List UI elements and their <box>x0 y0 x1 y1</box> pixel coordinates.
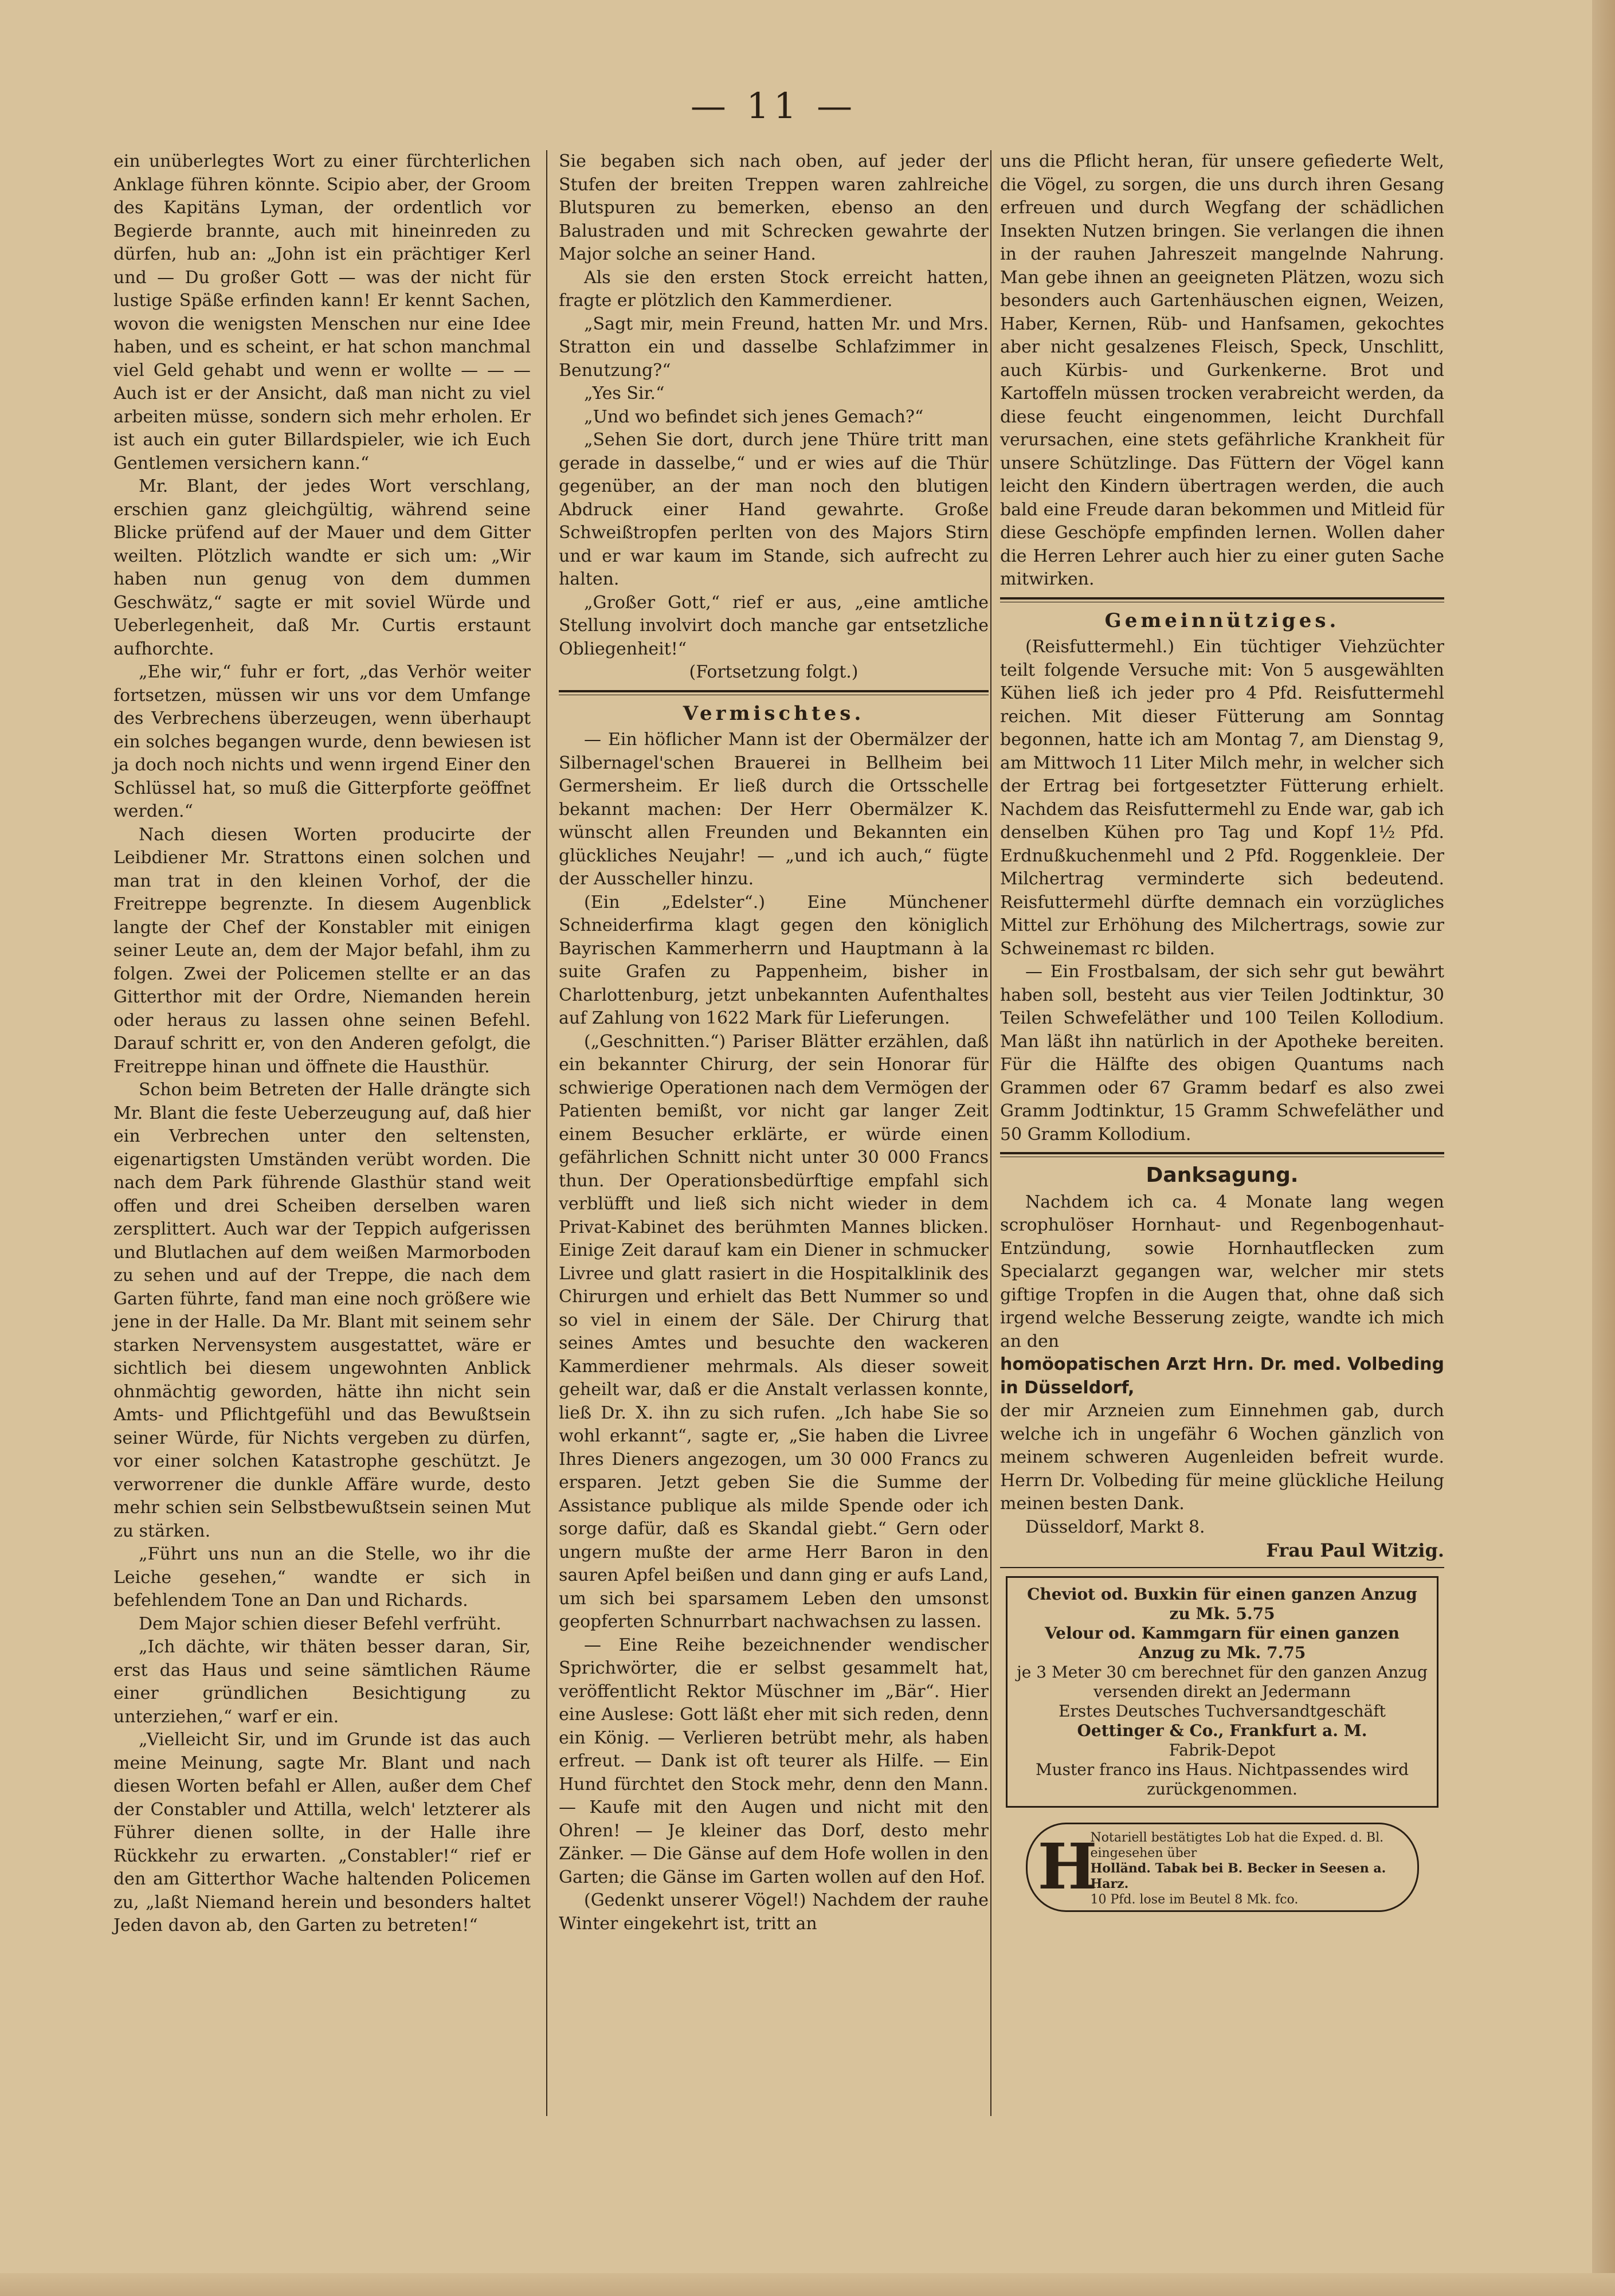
paragraph: Mr. Blant, der jedes Wort verschlang, erschien ganz gleichgültig, während seine Blicke prüfend auf der Mauer und dem Gitter weilten. Plötzlich wandte er sich um: „Wir haben nun genug von dem dummen Geschwätz,“ sagte er mit soviel Würde und Ueberlegenheit, daß Mr. Curtis erstaunt aufhorchte. <box>113 476 531 659</box>
paragraph: „Ich dächte, wir thäten besser daran, Sir, erst das Haus und seine sämtlichen Räume einer gründlichen Besichtigung zu unterziehen,“ warf er ein. <box>113 1637 531 1727</box>
column-1 <box>113 150 531 1938</box>
ad-line: Holländ. Tabak bei B. Becker in Seesen a. Harz. <box>1090 1860 1386 1891</box>
paragraph: (Reisfuttermehl.) Ein tüchtiger Viehzüchter teilt folgende Versuche mit: Von 5 ausgewählten Kühen ließ ich jeder pro 4 Pfd. Reisfuttermehl reichen. Mit dieser Fütterung am Sonntag begonnen, hatte ich am Montag 7, am Dienstag 9, am Mittwoch 11 Liter Milch mehr, in welcher sich der Ertrag bei fortgesetzter Fütterung erhielt. Nachdem das Reisfuttermehl zu Ende war, gab ich denselben Kühen pro Tag und Kopf 1½ Pfd. Erdnußkuchenmehl und 2 Pfd. Roggenkleie. Der Milchertrag verminderte sich bedeutend. Reisfuttermehl dürfte demnach ein vorzügliches Mittel zur Erhöhung des Milchertrags, sowie zur Schweinemast rc bilden. <box>1000 637 1444 959</box>
continuation-note: (Fortsetzung folgt.) <box>689 662 859 682</box>
paragraph: Nachdem ich ca. 4 Monate lang wegen scrophulöser Hornhaut- und Regenbogenhaut-Entzündung, sowie Hornhautflecken zum Specialarzt gegangen war, welcher mir stets giftige Tropfen in die Augen that, ohne daß sich irgend welche Besserung zeigte, wandte ich mich an den <box>1000 1192 1444 1351</box>
ad-line: Erstes Deutsches Tuchversandtgeschäft <box>1059 1701 1386 1721</box>
dank-place: Düsseldorf, Markt 8. <box>1025 1517 1205 1537</box>
column-2 <box>559 150 989 1935</box>
paragraph: „Sehen Sie dort, durch jene Thüre tritt man gerade in dasselbe,“ und er wies auf die Thür gegenüber, an der man noch den blutigen Abdruck einer Hand gewahrte. Große Schweißtropfen perlten von des Majors Stirn und er war kaum im Stande, sich aufrecht zu halten. <box>559 430 989 589</box>
paragraph: uns die Pflicht heran, für unsere gefiederte Welt, die Vögel, zu sorgen, die uns durch ihren Gesang erfreuen und durch Wegfang der schädlichen Insekten Nutzen bringen. Sie verlangen die ihnen in der rauhen Jahreszeit mangelnde Nahrung. Man gebe ihnen an geeigneten Plätzen, wozu sich besonders auch Gartenhäuschen eignen, Weizen, Haber, Kernen, Rüb- und Hanfsamen, gekochtes aber nicht gesalzenes Fleisch, Speck, Unschlitt, auch Kürbis- und Gurkenkerne. Brot und Kartoffeln müssen trocken verabreicht werden, da diese feucht eingenommen, leicht Durchfall verursachen, eine stets gefährliche Krankheit für unsere Schützlinge. Das Füttern der Vögel kann leicht den Kindern übertragen werden, die auch bald eine Freude daran bekommen und Mitleid für diese Geschöpfe empfinden lernen. Wollen daher die Herren Lehrer auch hier zu einer guten Sache mitwirken. <box>1000 151 1444 589</box>
cloth-advertisement <box>1006 1576 1438 1808</box>
paragraph: Schon beim Betreten der Halle drängte sich Mr. Blant die feste Ueberzeugung auf, daß hier ein Verbrechen unter den seltensten, eigenartigsten Umständen verübt worden. Die nach dem Park führende Glasthür stand weit offen und drei Scheiben derselben waren zersplittert. Auch war der Teppich aufgerissen und Blutlachen auf dem weißen Marmorboden zu sehen und auf der Treppe, die nach dem Garten führte, fand man eine noch größere wie jene in der Halle. Da Mr. Blant mit seinem sehr starken Nervensystem ausgestattet, wäre er sichtlich bei diesem ungewohnten Anblick ohnmächtig geworden, hätte ihn nicht sein Amts- und Pflichtgefühl und das Bewußtsein seiner Würde, für Nichts vergeben zu dürfen, vor einer solchen Katastrophe geschützt. Je verworrener die dunkle Affäre wurde, desto mehr schien sein Selbstbewußtsein seinen Mut zu stärken. <box>113 1080 531 1541</box>
section-divider <box>1000 597 1444 602</box>
ad-depot: Fabrik-Depot <box>1169 1740 1276 1760</box>
paragraph: „Führt uns nun an die Stelle, wo ihr die Leiche gesehen,“ wandte er sich in befehlendem Tone an Dan und Richards. <box>113 1544 531 1611</box>
ad-line: Muster franco ins Haus. Nichtpassendes wird zurückgenommen. <box>1035 1760 1409 1799</box>
paragraph: Dem Major schien dieser Befehl verfrüht. <box>139 1613 501 1634</box>
page-edge <box>1592 0 1615 2296</box>
dank-signature: Frau Paul Witzig. <box>1266 1539 1444 1561</box>
paragraph: „Und wo befindet sich jenes Gemach?“ <box>584 406 924 427</box>
ad-line: je 3 Meter 30 cm berechnet für den ganzen Anzug versenden direkt an Jedermann <box>1017 1662 1428 1701</box>
paragraph: „Vielleicht Sir, und im Grunde ist das auch meine Meinung, sagte Mr. Blant und nach diesen Worten befahl er Allen, außer dem Chef der Constabler und Attilla, welch' letzterer als Führer dienen sollte, in der Halle ihre Rückkehr zu erwarten. „Constabler!“ rief er den am Gitterthor Wache haltenden Policemen zu, „laßt Niemand herein und besonders haltet Jeden davon ab, den Garten zu betreten!“ <box>113 1730 531 1935</box>
ad-line: Cheviot od. Buxkin für einen ganzen Anzug zu Mk. 5.75 <box>1027 1584 1417 1623</box>
page-number: — 11 — <box>690 85 857 127</box>
page-bottom-edge <box>0 2273 1615 2296</box>
doctor-name: homöopatischen Arzt Hrn. Dr. med. Volbeding in Düsseldorf, <box>1000 1354 1444 1398</box>
paragraph: — Ein höflicher Mann ist der Obermälzer der Silbernagel'schen Brauerei in Bellheim bei Germersheim. Er ließ durch die Ortsschelle bekannt machen: Der Herr Obermälzer K. wünscht allen Freunden und Bekannten ein glückliches Neujahr! — „und ich auch,“ fügte der Ausscheller hinzu. <box>559 730 989 889</box>
paragraph: Als sie den ersten Stock erreicht hatten, fragte er plötzlich den Kammerdiener. <box>559 267 989 311</box>
paragraph: „Sagt mir, mein Freund, hatten Mr. und Mrs. Stratton ein und dasselbe Schlafzimmer in Benutzung?“ <box>559 314 989 381</box>
column-divider <box>546 150 547 2116</box>
tabak-logo-letter: H <box>1037 1829 1097 1903</box>
divider <box>1000 1567 1444 1568</box>
ad-line: Notariell bestätigtes Lob hat die Exped. d. Bl. eingesehen über <box>1090 1830 1384 1860</box>
paragraph: (Ein „Edelster“.) Eine Münchener Schneiderfirma klagt gegen den königlich Bayrischen Kammerherrn und Hauptmann à la suite Grafen zu Pappenheim, bisher in Charlottenburg, jetzt unbekannten Aufenthaltes auf Zahlung von 1622 Mark für Lieferungen. <box>559 892 989 1028</box>
paragraph: Sie begaben sich nach oben, auf jeder der Stufen der breiten Treppen waren zahlreiche Blutspuren zu bemerken, ebenso an den Balustraden und mit Schrecken gewahrte der Major solche an seiner Hand. <box>559 151 989 264</box>
section-divider <box>1000 1152 1444 1157</box>
ad-line: 10 Pfd. lose im Beutel 8 Mk. fco. <box>1090 1892 1299 1907</box>
paragraph: — Eine Reihe bezeichnender wendischer Sprichwörter, die er selbst gesammelt hat, veröffentlicht Rektor Müschner im „Bär“. Hier eine Auslese: Gott läßt eher mit sich reden, denn ein König. — Verlieren betrübt mehr, als haben erfreut. — Dank ist oft teurer als Hilfe. — Ein Hund fürchtet den Stock mehr, denn den Mann. — Kaufe mit den Augen und nicht mit den Ohren! — Je kleiner das Dorf, desto mehr Zänker. — Die Gänse auf dem Hofe wollen in den Garten; die Gänse im Garten wollen auf den Hof. <box>559 1635 989 1887</box>
tabak-advertisement <box>1026 1823 1419 1912</box>
section-heading-gemeinnuetziges: Gemeinnütziges. <box>1104 609 1340 632</box>
paragraph: der mir Arzneien zum Einnehmen gab, durch welche ich in ungefähr 6 Wochen gänzlich von meinem schweren Augenleiden befreit wurde. Herrn Dr. Volbeding für meine glückliche Heilung meinen besten Dank. <box>1000 1401 1444 1514</box>
section-heading-vermischtes: Vermischtes. <box>683 702 865 725</box>
paragraph: („Geschnitten.“) Pariser Blätter erzählen, daß ein bekannter Chirurg, der sein Honorar für schwierige Operationen nach dem Vermögen der Patienten bemißt, vor nicht gar langer Zeit einem Besucher erklärte, er würde einen gefährlichen Schnitt nicht unter 30 000 Francs thun. Der Operationsbedürftige empfahl sich verblüfft und ließ sich nicht wieder in dem Privat-Kabinet des berühmten Mannes blicken. Einige Zeit darauf kam ein Diener in schmucker Livree und glatt rasiert in die Hospitalklinik des Chirurgen und erhielt das Bett Nummer so und so viel in einem der Säle. Der Chirurg that seines Amtes und besuchte den wackeren Kammerdiener mehrmals. Als dieser soweit geheilt war, daß er die Anstalt verlassen konnte, ließ Dr. X. ihn zu sich rufen. „Ich habe Sie so wohl erkannt“, sagte er, „Sie haben die Livree Ihres Dieners angezogen, um 30 000 Francs zu ersparen. Jetzt geben Sie die Summe der Assistance publique als milde Spende oder ich sorge dafür, daß es Skandal giebt.“ Gern oder ungern mußte der arme Herr Baron in den sauren Apfel beißen und dann ging er aufs Land, um sich bei sparsamem Leben den umsonst geopferten Schnurrbart nachwachsen zu lassen. <box>559 1031 989 1632</box>
paragraph: „Großer Gott,“ rief er aus, „eine amtliche Stellung involvirt doch manche gar entsetzliche Obliegenheit!“ <box>559 592 989 659</box>
ad-line: Velour od. Kammgarn für einen ganzen Anzug zu Mk. 7.75 <box>1045 1623 1400 1662</box>
danksagung-title: Danksagung. <box>1146 1163 1299 1187</box>
paragraph: „Yes Sir.“ <box>584 383 665 403</box>
ad-firm: Oettinger & Co., Frankfurt a. M. <box>1077 1721 1367 1740</box>
section-divider <box>559 690 989 695</box>
column-divider <box>990 150 991 2116</box>
paragraph: ein unüberlegtes Wort zu einer fürchterlichen Anklage führen könnte. Scipio aber, der Groom des Kapitäns Lyman, der ordentlich vor Begierde brannte, auch mit hineinreden zu dürfen, hub an: „John ist ein prächtiger Kerl und — Du großer Gott — was der nicht für lustige Späße erfinden kann! Er kennt Sachen, wovon die wenigsten Menschen nur eine Idee haben, und es scheint, er hat schon manchmal viel Geld gehabt und wenn er wollte — — — Auch ist er der Ansicht, daß man nicht zu viel arbeiten müsse, sondern sich mehr erholen. Er ist auch ein guter Billardspieler, wie ich Euch Gentlemen versichern kann.“ <box>113 151 531 473</box>
column-3 <box>1000 150 1444 1912</box>
paragraph: (Gedenkt unserer Vögel!) Nachdem der rauhe Winter eingekehrt ist, tritt an <box>559 1890 989 1934</box>
paragraph: — Ein Frostbalsam, der sich sehr gut bewährt haben soll, besteht aus vier Teilen Jodtinktur, 30 Teilen Schwefeläther und 100 Teilen Kollodium. Man läßt ihn natürlich in der Apotheke bereiten. Für die Hälfte des obigen Quantums nach Grammen oder 67 Gramm bedarf es also zwei Gramm Jodtinktur, 15 Gramm Schwefeläther und 50 Gramm Kollodium. <box>1000 962 1444 1145</box>
paragraph: Nach diesen Worten producirte der Leibdiener Mr. Strattons einen solchen und man trat in den kleinen Vorhof, der die Freitreppe begrenzte. In diesem Augenblick langte der Chef der Konstabler mit einigen seiner Leute an, dem der Major befahl, ihm zu folgen. Zwei der Policemen stellte er an das Gitterthor mit der Ordre, Niemanden herein oder heraus zu lassen ohne seinen Befehl. Darauf schritt er, von den Anderen gefolgt, die Freitreppe hinan und öffnete die Hausthür. <box>113 824 531 1077</box>
paragraph: „Ehe wir,“ fuhr er fort, „das Verhör weiter fortsetzen, müssen wir uns vor dem Umfange des Verbrechens überzeugen, wenn überhaupt ein solches begangen wurde, denn bewiesen ist ja doch noch nichts und wenn irgend Einer den Schlüssel hat, so muß die Gitterpforte geöffnet werden.“ <box>113 662 531 821</box>
